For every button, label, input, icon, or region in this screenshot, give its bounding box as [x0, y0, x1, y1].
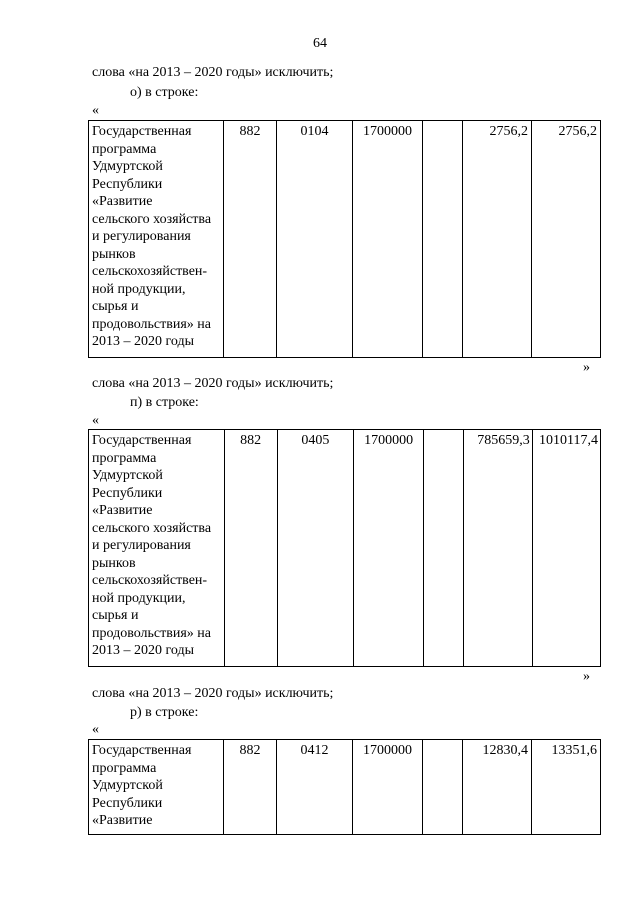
expense-type-cell	[424, 430, 464, 667]
sub-text-3: р) в строке:	[130, 705, 199, 720]
amount-cell-2: 1010117,4	[532, 430, 600, 667]
amount-cell-1: 785659,3	[464, 430, 532, 667]
open-quote-2: «	[92, 413, 99, 428]
program-name-cell	[89, 740, 224, 835]
program-name-cell	[89, 121, 224, 358]
page-number: 64	[313, 36, 327, 51]
table-row	[89, 740, 601, 835]
amount-cell-2: 2756,2	[532, 121, 601, 358]
open-quote-1: «	[92, 103, 99, 118]
expense-type-cell	[423, 121, 463, 358]
table-row	[89, 430, 601, 667]
target-article-cell: 1700000	[354, 430, 424, 667]
budget-table-3	[88, 739, 601, 835]
close-quote-1: »	[583, 360, 590, 375]
sub-text-2: п) в строке:	[130, 395, 199, 410]
section-cell: 0405	[277, 430, 353, 667]
code-cell: 882	[224, 430, 277, 667]
program-name: Государственная программа Удмуртской Республики «Развитие сельского хозяйства и регулирования рынков сельскохозяйствен- ной продукции, сырья и продовольствия» на 2013 – 2020 годы	[92, 124, 212, 349]
code-cell: 882	[224, 121, 277, 358]
section-cell: 0104	[277, 121, 353, 358]
code-cell: 882	[224, 740, 277, 835]
program-name: Государственная программа Удмуртской Республики «Развитие	[92, 743, 192, 828]
program-name: Государственная программа Удмуртской Республики «Развитие сельского хозяйства и регулирования рынков сельскохозяйствен- ной продукции, сырья и продовольствия» на 2013 – 2020 годы	[92, 433, 212, 658]
intro-text-2: слова «на 2013 – 2020 годы» исключить;	[92, 376, 334, 391]
amount-cell-1: 12830,4	[463, 740, 532, 835]
close-quote-2: »	[583, 669, 590, 684]
open-quote-3: «	[92, 722, 99, 737]
intro-text-1: слова «на 2013 – 2020 годы» исключить;	[92, 65, 334, 80]
intro-text-3: слова «на 2013 – 2020 годы» исключить;	[92, 686, 334, 701]
sub-text-1: о) в строке:	[130, 85, 199, 100]
budget-table-2	[88, 429, 601, 667]
amount-cell-2: 13351,6	[532, 740, 601, 835]
program-name-cell	[89, 430, 225, 667]
target-article-cell: 1700000	[353, 740, 423, 835]
budget-table-1	[88, 120, 601, 358]
expense-type-cell	[423, 740, 463, 835]
table-row	[89, 121, 601, 358]
amount-cell-1: 2756,2	[463, 121, 532, 358]
section-cell: 0412	[277, 740, 353, 835]
target-article-cell: 1700000	[353, 121, 423, 358]
